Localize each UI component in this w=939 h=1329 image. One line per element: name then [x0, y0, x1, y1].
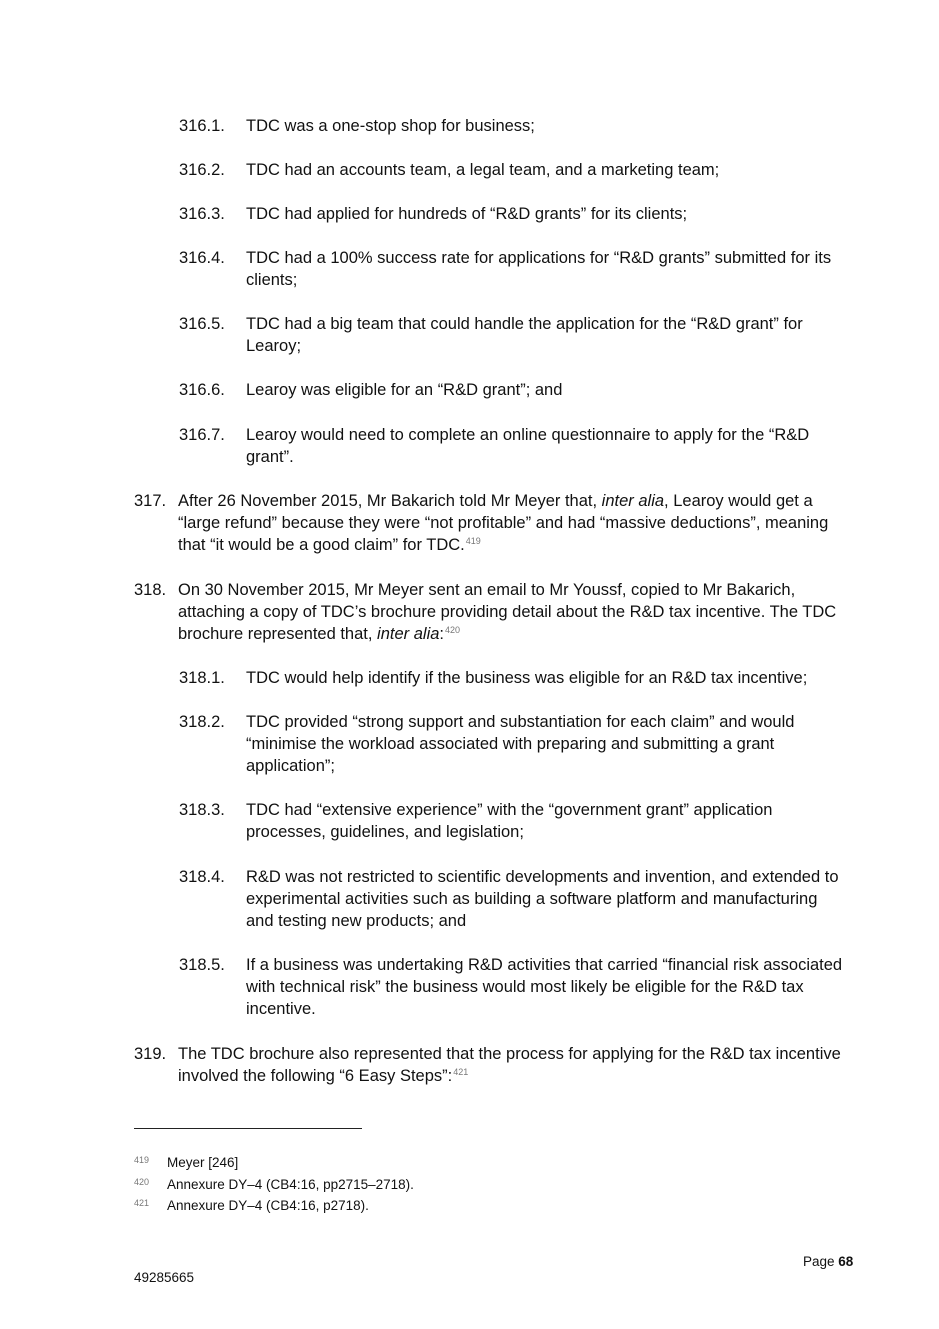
paragraph-text: After 26 November 2015, Mr Bakarich told Mr Meyer that, inter alia, Learoy would get a “large refund” because they were “not profitable” and had “massive deductions”, meaning that “it would be a good claim” for TDC.$^{419}$	[178, 492, 829, 554]
italic-phrase: inter alia	[377, 625, 440, 643]
footnote-text: Annexure DY–4 (CB4:16, p2718).	[167, 1198, 369, 1213]
footnote-ref-419[interactable]: 419	[465, 536, 481, 546]
item-text: TDC would help identify if the business was eligible for an R&D tax incentive;	[246, 669, 808, 687]
item-text: Learoy would need to complete an online questionnaire to apply for the “R&D grant”.	[246, 426, 810, 466]
footnote-ref-421[interactable]: 421	[453, 1067, 469, 1077]
item-number: 316.2.	[179, 161, 225, 179]
item-text: R&D was not restricted to scientific developments and invention, and extended to experimental activities such as building a software platform and manufacturing and testing new products; and	[246, 868, 839, 930]
paragraph-number: 318.	[134, 581, 167, 599]
paragraph-text: The TDC brochure also represented that the process for applying for the R&D tax incentive involved the following “6 Easy Steps”:$^{421}$	[178, 1045, 841, 1085]
item-number: 316.7.	[179, 426, 225, 444]
footnote-number: 420	[134, 1177, 150, 1187]
item-text: TDC was a one-stop shop for business;	[246, 117, 535, 135]
paragraph-text: On 30 November 2015, Mr Meyer sent an email to Mr Youssf, copied to Mr Bakarich, attaching a copy of TDC’s brochure providing detail about the R&D tax incentive. The TDC brochure represented that, inter alia:$^{420}$	[178, 581, 837, 643]
item-number: 318.3.	[179, 801, 225, 819]
footnote-text: Annexure DY–4 (CB4:16, pp2715–2718).	[167, 1177, 414, 1192]
italic-phrase: inter alia	[601, 492, 665, 510]
footnote-ref-420[interactable]: 420	[445, 625, 461, 635]
item-text: TDC had “extensive experience” with the “government grant” application processes, guidelines, and legislation;	[246, 801, 773, 841]
item-text: Learoy was eligible for an “R&D grant”; and	[246, 381, 563, 399]
item-number: 316.3.	[179, 205, 225, 223]
item-text: TDC had a 100% success rate for applications for “R&D grants” submitted for its clients;	[246, 249, 832, 289]
item-number: 318.2.	[179, 713, 225, 731]
item-number: 316.4.	[179, 249, 225, 267]
item-number: 318.1.	[179, 669, 225, 687]
paragraph-number: 317.	[134, 492, 167, 510]
footnote-separator	[134, 1128, 362, 1129]
document-id: 49285665	[134, 1270, 195, 1285]
item-number: 316.1.	[179, 117, 225, 135]
page-number: Page 68	[803, 1254, 854, 1269]
item-number: 318.5.	[179, 956, 225, 974]
footnote-text: Meyer [246]	[167, 1155, 239, 1170]
item-text: If a business was undertaking R&D activities that carried “financial risk associated with technical risk” the business would most likely be eligible for the R&D tax incentive.	[246, 956, 843, 1018]
item-text: TDC had applied for hundreds of “R&D grants” for its clients;	[246, 205, 688, 223]
footnote-number: 421	[134, 1198, 150, 1208]
item-text: TDC had a big team that could handle the application for the “R&D grant” for Learoy;	[246, 315, 803, 355]
item-number: 316.6.	[179, 381, 225, 399]
footnote-number: 419	[134, 1155, 150, 1165]
item-text: TDC provided “strong support and substantiation for each claim” and would “minimise the workload associated with preparing and submitting a grant application”;	[246, 713, 795, 775]
item-text: TDC had an accounts team, a legal team, and a marketing team;	[246, 161, 720, 179]
paragraph-number: 319.	[134, 1045, 167, 1063]
item-number: 318.4.	[179, 868, 225, 886]
item-number: 316.5.	[179, 315, 225, 333]
